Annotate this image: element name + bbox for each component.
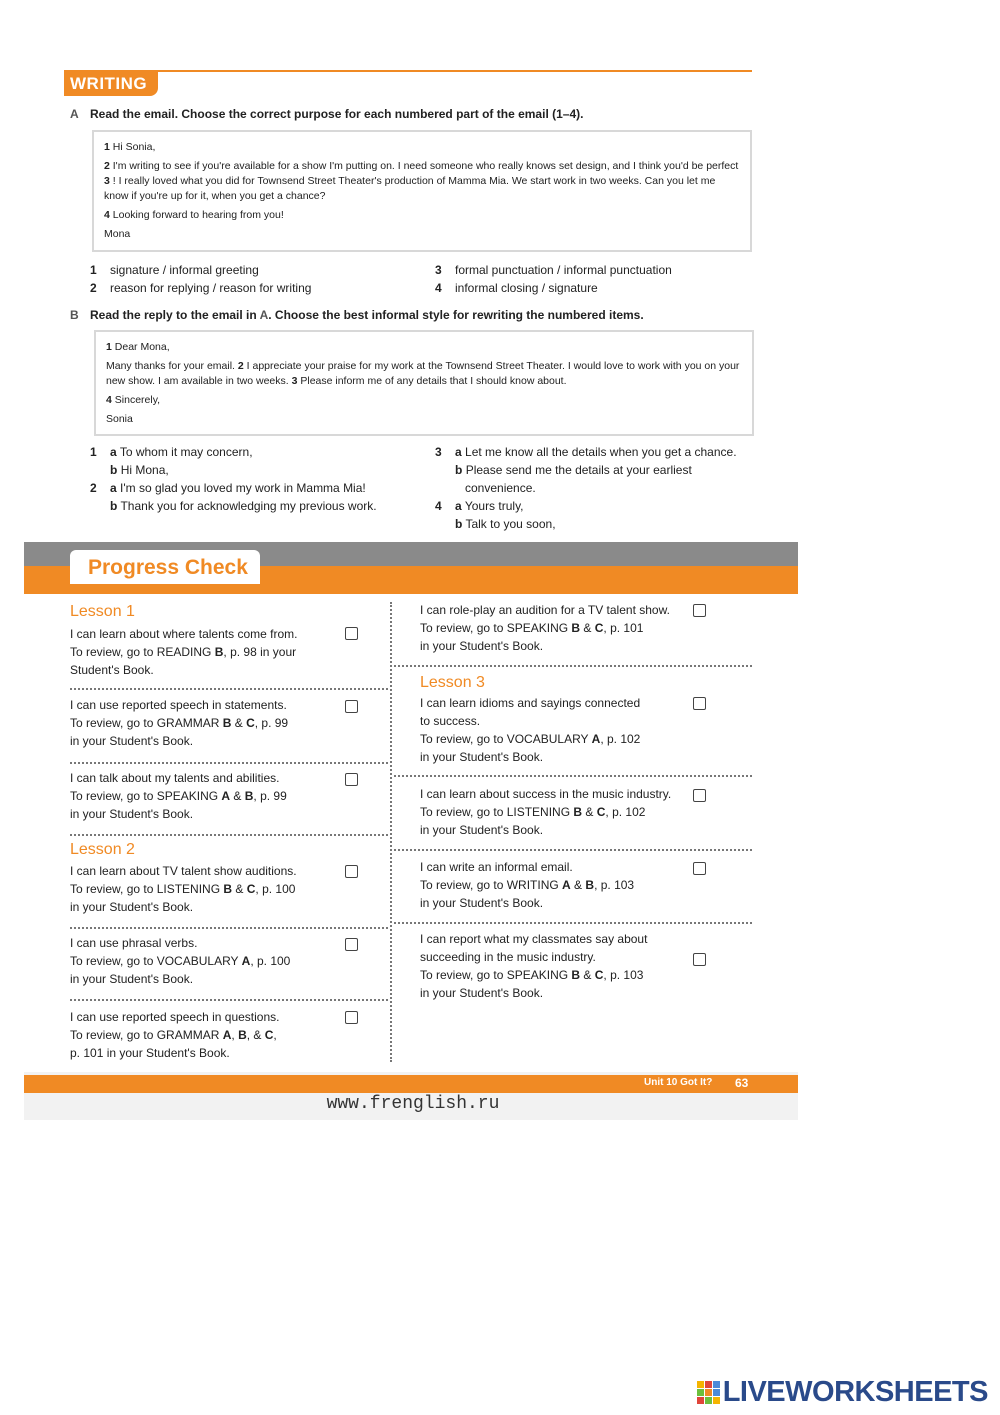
a-option-2: 2 reason for replying / reason for writing — [90, 281, 312, 295]
progress-title: Progress Check — [70, 550, 260, 584]
checkbox[interactable] — [345, 865, 358, 878]
divider — [394, 775, 752, 777]
can-do-item: I can role-play an audition for a TV talent show. To review, go to SPEAKING B & C, p. 101 in your Student's Book. — [420, 603, 670, 653]
lesson-1-heading: Lesson 1 — [70, 603, 135, 620]
b-option-3: 3 a Let me know all the details when you get a chance. b Please send me the details at your earliest convenience. 4 a Yours truly, b Talk to you soon, — [435, 445, 737, 531]
instruction-a — [70, 107, 583, 121]
checkbox[interactable] — [345, 1011, 358, 1024]
writing-title: WRITING — [64, 72, 158, 96]
divider — [394, 849, 752, 851]
instruction-b: B Read the reply to the email in A. Choose the best informal style for rewriting the numbered items. — [70, 308, 644, 322]
reply-signature: Sonia — [106, 413, 133, 425]
checkbox[interactable] — [345, 700, 358, 713]
email-num-2: 2 — [104, 160, 110, 172]
reply-box: 1 Dear Mona, Many thanks for your email. 2 I appreciate your praise for my work at the Townsend Street Theater. I would love to work with you on your new show. I am available in two weeks. 3 Please inform me of any details that I should know about. 4 Sincerely, Sonia — [94, 330, 754, 436]
email-signature: Mona — [104, 228, 131, 240]
writing-rule — [64, 70, 752, 72]
reply-num-1: 1 — [106, 341, 112, 353]
email-body-b: ! I really loved what you did for Townsend Street Theater's production of Mamma Mia. We start work in two weeks. Can you let me know if you're up for it, when you get a chance? — [104, 175, 716, 202]
column-divider — [390, 602, 392, 1062]
page-number: 63 — [735, 1076, 749, 1090]
email-greeting: Hi Sonia, — [112, 141, 156, 153]
checkbox[interactable] — [345, 938, 358, 951]
email-body-a: I'm writing to see if you're available for a show I'm putting on. I need someone who really knows set design, and I think you'd be perfect — [112, 160, 739, 172]
divider — [394, 665, 752, 667]
website-url: www.frenglish.ru — [326, 1094, 500, 1114]
can-do-item: I can learn about TV talent show auditions. To review, go to LISTENING B & C, p. 100 in your Student's Book. — [70, 864, 297, 914]
brand-name: LIVEWORKSHEETS — [722, 1376, 988, 1408]
checkbox[interactable] — [345, 773, 358, 786]
can-do-item: I can learn about where talents come from. To review, go to READING B, p. 98 in your Student's Book. — [70, 627, 298, 677]
email-num-3: 3 — [104, 175, 110, 187]
email-box — [92, 130, 752, 252]
divider — [70, 834, 388, 836]
reply-num-3: 3 — [291, 375, 298, 387]
lesson-3-heading: Lesson 3 — [420, 674, 485, 691]
instruction-b-letter: B — [70, 308, 79, 322]
liveworksheets-logo — [697, 1376, 988, 1409]
divider — [70, 927, 388, 929]
can-do-item: I can use phrasal verbs. To review, go to VOCABULARY A, p. 100 in your Student's Book. — [70, 936, 291, 986]
can-do-item: I can report what my classmates say about succeeding in the music industry. To review, go to SPEAKING B & C, p. 103 in your Student's Book. — [420, 932, 648, 1000]
can-do-item: I can learn idioms and sayings connected to success. To review, go to VOCABULARY A, p. 102 in your Student's Book. — [420, 696, 641, 764]
a-option-4: 4 informal closing / signature — [435, 281, 598, 295]
can-do-item: I can use reported speech in questions. To review, go to GRAMMAR A, B, & C, p. 101 in your Student's Book. — [70, 1010, 280, 1060]
checkbox[interactable] — [693, 789, 706, 802]
checkbox[interactable] — [693, 953, 706, 966]
reply-greeting: Dear Mona, — [114, 341, 170, 353]
email-num-1: 1 — [104, 141, 110, 153]
logo-grid-icon — [697, 1381, 720, 1404]
footer-unit: Unit 10 Got It? — [644, 1077, 713, 1088]
email-closing: Looking forward to hearing from you! — [112, 209, 284, 221]
checkbox[interactable] — [345, 627, 358, 640]
divider — [70, 999, 388, 1001]
checkbox[interactable] — [693, 862, 706, 875]
instruction-a-text: Read the email. Choose the correct purpose for each numbered part of the email (1–4). — [90, 107, 584, 121]
reply-num-2: 2 — [237, 360, 244, 372]
checkbox[interactable] — [693, 697, 706, 710]
can-do-item: I can use reported speech in statements. To review, go to GRAMMAR B & C, p. 99 in your Student's Book. — [70, 698, 289, 748]
can-do-item: I can learn about success in the music industry. To review, go to LISTENING B & C, p. 102 in your Student's Book. — [420, 787, 672, 837]
a-option-1: 1 signature / informal greeting — [90, 263, 259, 277]
a-option-3: 3 formal punctuation / informal punctuation — [435, 263, 672, 277]
divider — [394, 922, 752, 924]
can-do-item: I can talk about my talents and abilities. To review, go to SPEAKING A & B, p. 99 in your Student's Book. — [70, 771, 287, 821]
divider — [70, 688, 388, 690]
checkbox[interactable] — [693, 604, 706, 617]
reply-closing: Sincerely, — [114, 394, 161, 406]
divider — [70, 762, 388, 764]
lesson-2-heading: Lesson 2 — [70, 841, 135, 858]
email-num-4: 4 — [104, 209, 110, 221]
instruction-a-letter: A — [70, 107, 79, 121]
can-do-item: I can write an informal email. To review, go to WRITING A & B, p. 103 in your Student's Book. — [420, 860, 635, 910]
reply-num-4: 4 — [106, 394, 112, 406]
b-option-1: 1 a To whom it may concern, b Hi Mona, 2 a I'm so glad you loved my work in Mamma Mia! b Thank you for acknowledging my previous work. — [90, 445, 377, 513]
